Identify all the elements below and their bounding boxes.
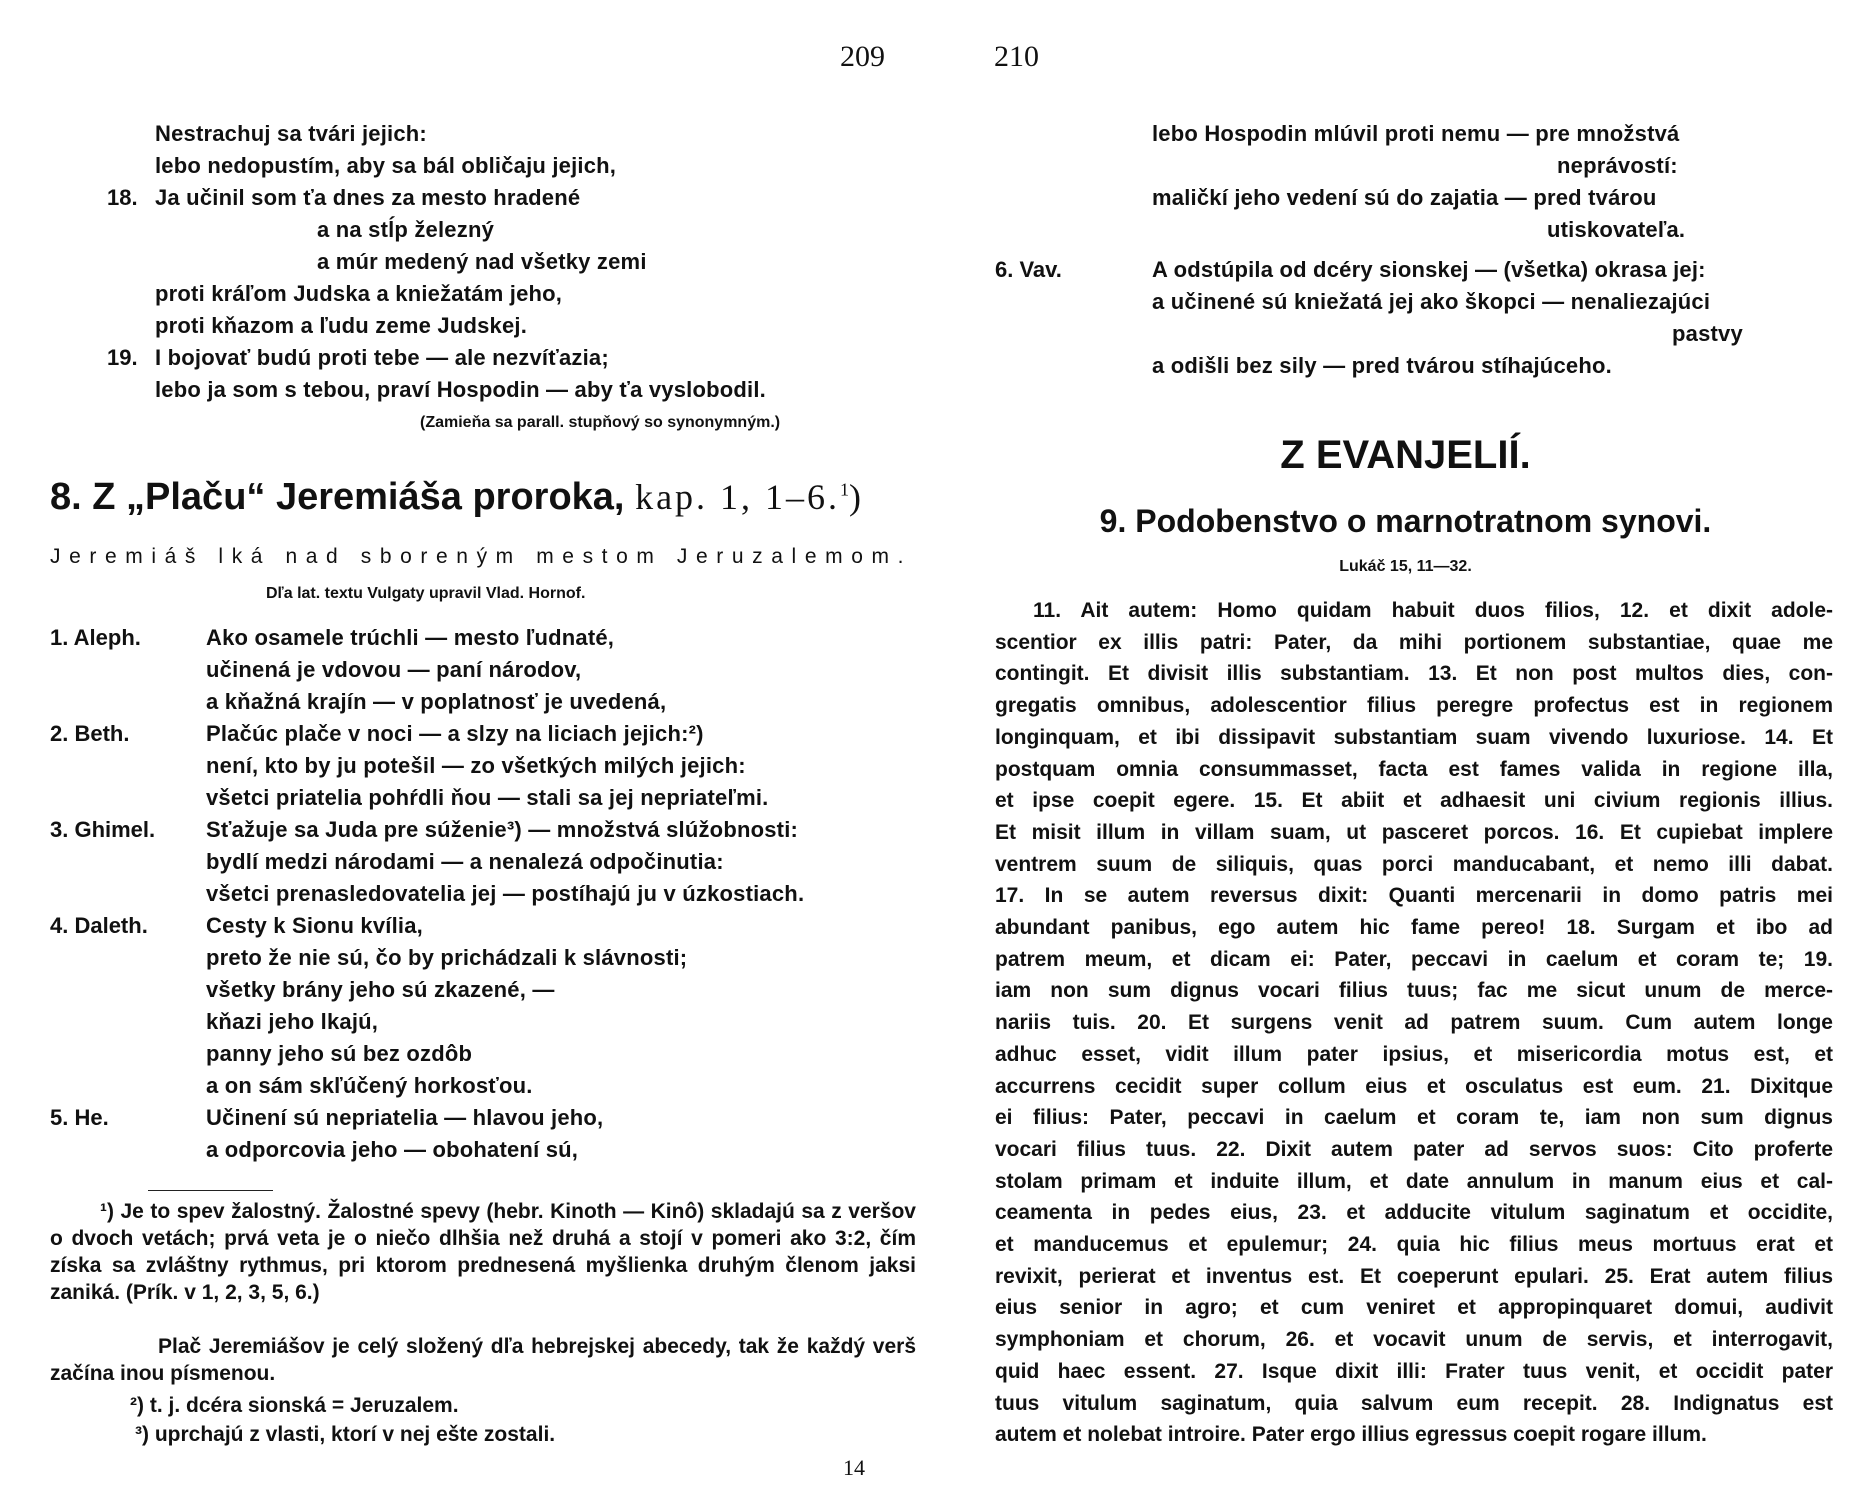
poem-line: kňazi jeho lkajú,	[206, 1009, 379, 1034]
verse-label: 3. Ghimel.	[50, 817, 156, 842]
poem-line: a na stĺp železný	[317, 217, 495, 242]
poem-line: pastvy	[1672, 321, 1743, 346]
poem-line: maličkí jeho vedení sú do zajatia — pred tvárou	[1152, 185, 1657, 210]
poem-line: I bojovať budú proti tebe — ale nezvíťazia;	[155, 345, 609, 370]
verse-label: 2. Beth.	[50, 721, 130, 746]
poem-line: není, kto by ju potešil — zo všetkých milých jejich:	[206, 753, 746, 778]
poem-line: Učinení sú nepriatelia — hlavou jeho,	[206, 1105, 604, 1130]
verse-label: 1. Aleph.	[50, 625, 141, 650]
poem-line: všetci prenasledovatelia jej — postíhajú ju v úzkostiach.	[206, 881, 805, 906]
poem-line: lebo Hospodin mlúvil proti nemu — pre množstvá	[1152, 121, 1680, 146]
verse-label: 6. Vav.	[995, 257, 1062, 282]
poem-line: A odstúpila od dcéry sionskej — (všetka) okrasa jej:	[1152, 257, 1706, 282]
poem-line: proti kňazom a ľudu zeme Judskej.	[155, 313, 528, 338]
poem-line: Plačúc plače v noci — a slzy na liciach jejich:²)	[206, 721, 704, 746]
poem-line: a odišli bez sily — pred tvárou stíhajúceho.	[1152, 353, 1612, 378]
latin-text-line: ei filius: Pater, peccavi in caelum et coram te, iam non sum dignus	[995, 1106, 1833, 1130]
poem-line: lebo ja som s tebou, praví Hospodin — aby ťa vyslobodil.	[155, 377, 766, 402]
poem-line: a kňažná krajín — v poplatnosť je uvedená,	[206, 689, 667, 714]
latin-text-line: gregatis omnibus, adolescentior filius peregre profectus est in regionem	[995, 694, 1833, 718]
scripture-reference: Lukáč 15, 11—32.	[1339, 558, 1472, 575]
verse-label: 5. He.	[50, 1105, 109, 1130]
page-number-right: 210	[994, 40, 1039, 73]
poem-line: Ako osamele trúchli — mesto ľudnaté,	[206, 625, 615, 650]
latin-text-line: quid haec essent. 27. Isque dixit illi: Frater tuus venit, et occidit pater	[995, 1359, 1833, 1383]
latin-text-line: ventrem suum de siliquis, quas porci manducabant, et nemo illi dabat.	[995, 852, 1833, 876]
poem-line: a on sám skľúčený horkosťou.	[206, 1073, 533, 1098]
poem-line: proti kráľom Judska a kniežatám jeho,	[155, 281, 563, 306]
poem-line: utiskovateľa.	[1547, 217, 1686, 242]
verse-number: 19.	[107, 345, 138, 370]
poem-line: preto že nie sú, čo by prichádzali k slávnosti;	[206, 945, 688, 970]
latin-text-line: revixit, perierat et inventus est. Et coeperunt epulari. 25. Erat autem filius	[995, 1264, 1833, 1288]
latin-text-line: postquam omnia consummasset, facta est fames valida in regione illa,	[995, 757, 1833, 781]
page-number-left: 209	[840, 40, 885, 73]
poem-line: všetky brány jeho sú zkazené, —	[206, 977, 555, 1002]
printer-signature: 14	[843, 1455, 865, 1480]
poem-line: Cesty k Sionu kvília,	[206, 913, 423, 938]
parallel-note: (Zamieňa sa parall. stupňový so synonymným.)	[420, 414, 781, 431]
poem-line: a učinené sú kniežatá jej ako škopci — nenaliezajúci	[1152, 289, 1711, 314]
latin-text-line: 17. In se autem reversus dixit: Quanti mercenarii in domo patris mei	[995, 884, 1833, 908]
latin-text-line: 11. Ait autem: Homo quidam habuit duos filios, 12. et dixit adole-	[1033, 599, 1833, 622]
footnote-2: ²) t. j. dcéra sionská = Jeruzalem.	[130, 1394, 459, 1417]
section-title: 8. Z „Plaču“ Jeremiáša proroka, kap. 1, 1–6.$^1$)	[50, 476, 862, 518]
verse-label: 4. Daleth.	[50, 913, 148, 938]
poem-line: lebo nedopustím, aby sa bál obličaju jejich,	[155, 153, 617, 178]
poem-line: a odporcovia jeho — obohatení sú,	[206, 1137, 579, 1162]
poem-line: Sťažuje sa Juda pre súženie³) — množstvá slúžobnosti:	[206, 817, 799, 842]
poem-line: a múr medený nad všetky zemi	[317, 249, 647, 274]
latin-text-line: et ipse coepit egere. 15. Et abiit et adhaesit uni civium regionis illius.	[995, 789, 1833, 813]
latin-text-line: et manducemus et epulemur; 24. quia hic filius meus mortuus erat et	[995, 1233, 1833, 1256]
latin-text-line: autem et nolebat introire. Pater ergo illius egressus coepit rogare illum.	[995, 1423, 1707, 1447]
right-page	[937, 0, 1874, 1500]
latin-text-line: contingit. Et divisit illis substantiam. 13. Et non post multos dies, con-	[995, 662, 1833, 686]
footnote-divider	[148, 1190, 273, 1191]
latin-text-line: stolam primam et induite illum, et date annulum in manum eius et cal-	[995, 1169, 1833, 1193]
latin-text-line: Et misit illum in villam suam, ut pasceret porcos. 16. Et cupiebat implere	[995, 820, 1833, 844]
latin-text-line: tuus vitulum saginatum, quia salvum eum recepit. 28. Indignatus est	[995, 1391, 1833, 1415]
latin-text-line: accurrens cecidit super collum eius et osculatus est eum. 21. Dixitque	[995, 1074, 1833, 1098]
section-title-text: 8. Z „Plaču“ Jeremiáša proroka,	[50, 476, 625, 518]
footnote-abecedy: Plač Jeremiášov je celý složený dľa hebrejskej abecedy, tak že každý verš začína inou písmenou.	[50, 1335, 916, 1385]
latin-text-line: iam non sum dignus vocari filius tuus; fac me sicut unum de merce-	[995, 979, 1833, 1003]
latin-text-line: patrem meum, et dicam ei: Pater, peccavi in caelum et coram te; 19.	[995, 947, 1833, 971]
footnote-3: ³) uprchajú z vlasti, ktorí v nej ešte zostali.	[135, 1423, 556, 1446]
latin-text-line: eius senior in agro; et cum veniret et appropinquaret domui, audivit	[995, 1296, 1833, 1320]
latin-text-line: adhuc esset, vidit illum pater ipsius, et misericordia motus est, et	[995, 1042, 1833, 1066]
poem-line: bydlí medzi národami — a nenalezá odpočinutia:	[206, 849, 724, 874]
section-title-ref: kap. 1, 1–6.	[635, 477, 841, 517]
section-subtitle: Jeremiáš lká nad sboreným mestom Jeruzalemom.	[50, 545, 913, 568]
poem-line: Ja učinil som ťa dnes za mesto hradené	[155, 185, 581, 210]
latin-text-line: scentior ex illis patri: Pater, da mihi portionem substantiae, quae me	[995, 630, 1833, 654]
poem-line: Nestrachuj sa tvári jejich:	[155, 121, 427, 146]
latin-text-line: ceamenta in pedes eius, 23. et adducite vitulum saginatum et occidite,	[995, 1201, 1833, 1225]
latin-text-line: longinquam, et ibi dissipavit substantiam suam vivendo luxuriose. 14. Et	[995, 725, 1833, 749]
latin-text-line: vocari filius tuus. 22. Dixit autem pater ad servos suos: Cito proferte	[995, 1137, 1833, 1161]
latin-text-line: symphoniam et chorum, 26. et vocavit unum de servis, et interrogavit,	[995, 1328, 1833, 1352]
translation-note: Dľa lat. textu Vulgaty upravil Vlad. Hornof.	[266, 585, 586, 602]
poem-line: učinená je vdovou — paní národov,	[206, 657, 582, 682]
section-title-footnote-mark: 1	[840, 479, 850, 500]
poem-line: všetci priatelia pohŕdli ňou — stali sa jej nepriateľmi.	[206, 785, 769, 810]
poem-line: neprávostí:	[1557, 153, 1678, 178]
footnote-1: ¹) Je to spev žalostný. Žalostné spevy (hebr. Kinoth — Kinô) skladajú sa z veršov o dvoch vetách; prvá veta je o niečo dlhšia než druhá a stojí v pomeri ako 3:2, čím získa sa zvláštny rythmus, pri ktorom prednesená myšlienka druhým členom jaksi zaniká. (Prík. v 1, 2, 3, 5, 6.)	[50, 1200, 916, 1304]
gospel-heading: Z EVANJELIÍ.	[1280, 433, 1531, 477]
latin-text-line: abundant panibus, ego autem hic fame pereo! 18. Surgam et ibo ad	[995, 916, 1833, 939]
verse-number: 18.	[107, 185, 138, 210]
parable-title: 9. Podobenstvo o marnotratnom synovi.	[1099, 503, 1712, 539]
latin-text-line: nariis tuis. 20. Et surgens venit ad patrem suum. Cum autem longe	[995, 1011, 1833, 1035]
poem-line: panny jeho sú bez ozdôb	[206, 1041, 473, 1066]
